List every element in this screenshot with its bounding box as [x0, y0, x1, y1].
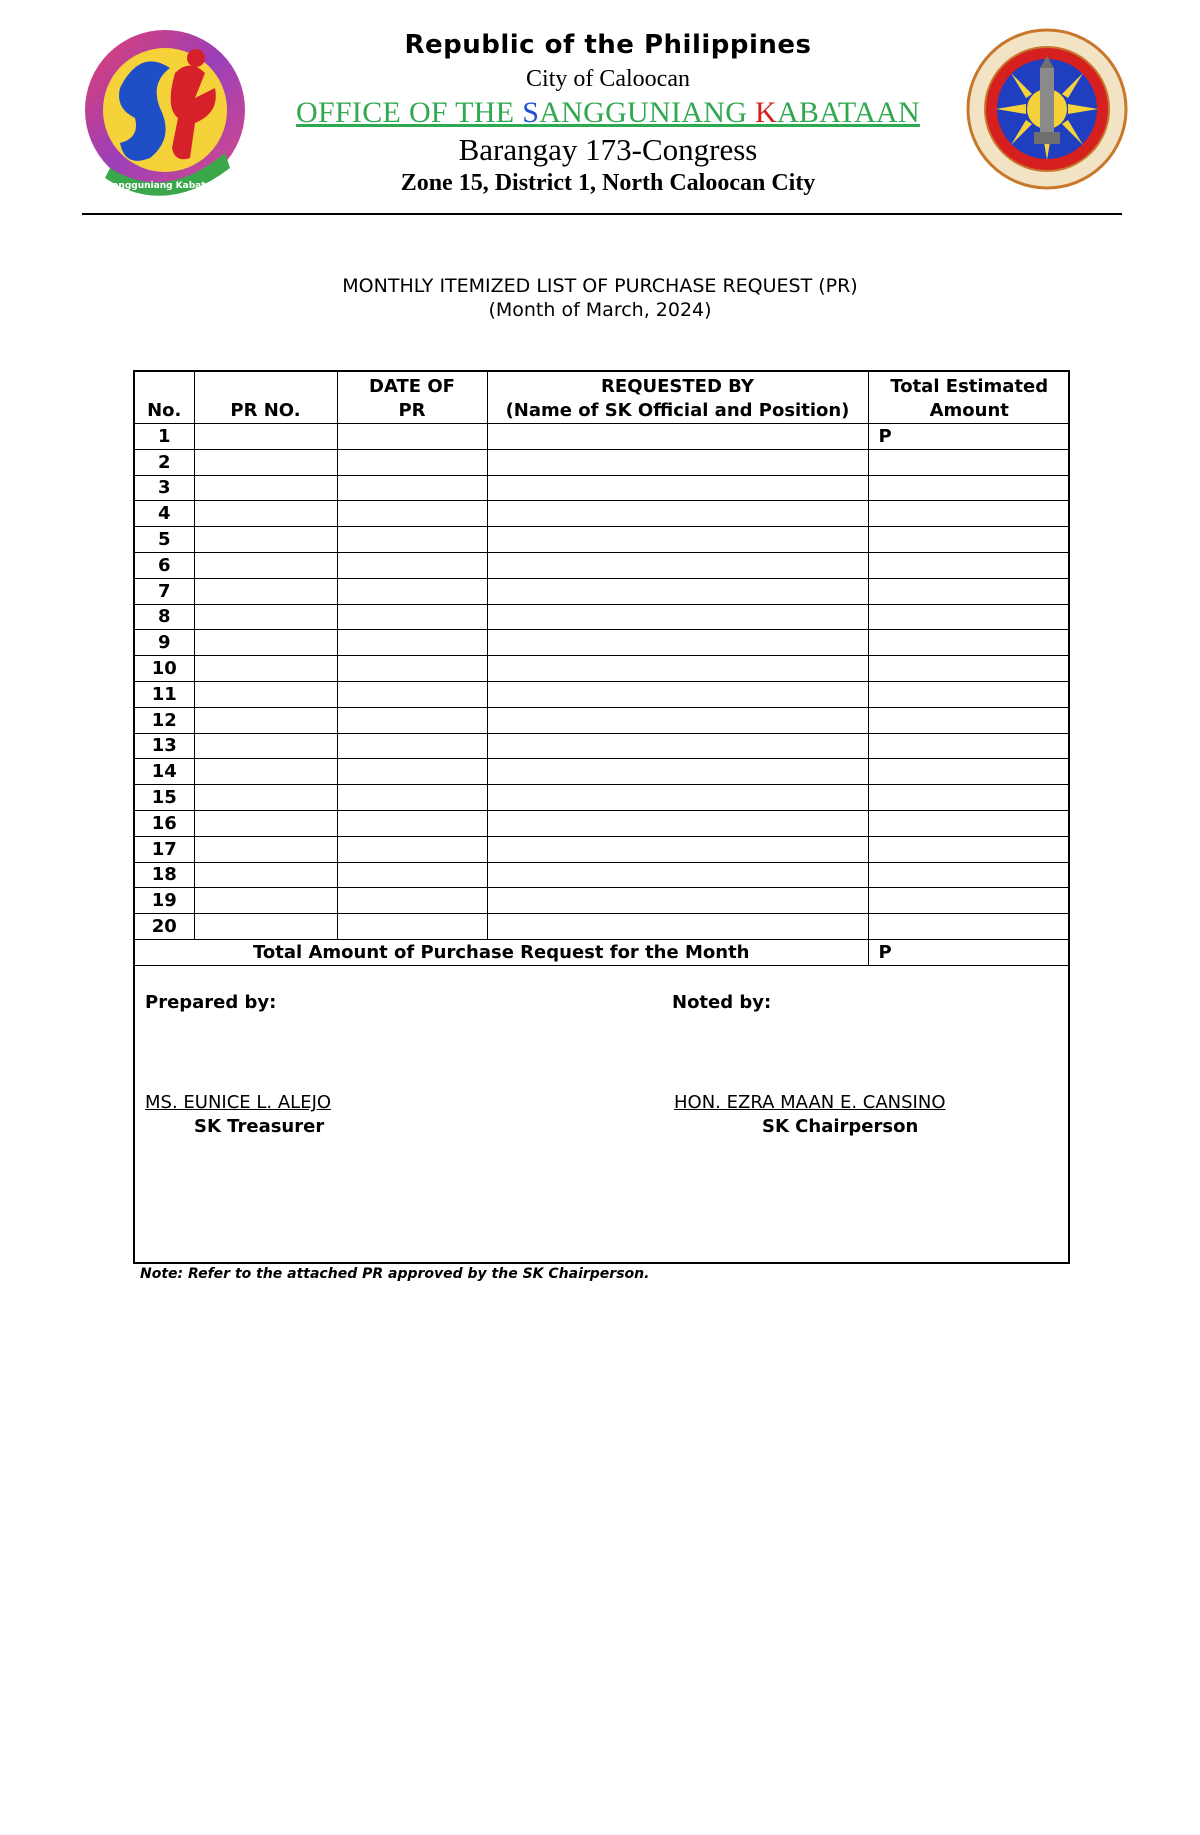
total-amount[interactable]: P: [868, 939, 1070, 965]
table-row: [135, 681, 1070, 707]
amount-cell[interactable]: [868, 501, 1070, 527]
row-number: 13: [135, 733, 194, 759]
table-row: [135, 862, 1070, 888]
date-cell[interactable]: [337, 759, 487, 785]
pr-no-cell[interactable]: [194, 578, 337, 604]
amount-cell[interactable]: [868, 475, 1070, 501]
date-cell[interactable]: [337, 604, 487, 630]
barangay-heading: Barangay 173-Congress: [458, 132, 758, 167]
letterhead: [0, 0, 1200, 220]
amount-cell[interactable]: [868, 785, 1070, 811]
date-cell[interactable]: [337, 707, 487, 733]
pr-no-cell[interactable]: [194, 707, 337, 733]
table-header-row: [135, 372, 1070, 424]
amount-cell[interactable]: [868, 914, 1070, 940]
date-cell[interactable]: [337, 862, 487, 888]
date-cell[interactable]: [337, 630, 487, 656]
table-row: [135, 475, 1070, 501]
noted-by-label: Noted by:: [672, 992, 772, 1013]
office-s-letter: S: [522, 96, 540, 129]
amount-cell[interactable]: [868, 836, 1070, 862]
document-subtitle: (Month of March, 2024): [488, 299, 712, 321]
date-cell[interactable]: [337, 785, 487, 811]
purchase-request-form: [133, 370, 1070, 1264]
pr-no-cell[interactable]: [194, 527, 337, 553]
office-k-letter: K: [754, 96, 777, 129]
pr-no-cell[interactable]: [194, 656, 337, 682]
pr-no-cell[interactable]: [194, 604, 337, 630]
row-number: 7: [135, 578, 194, 604]
requested-by-cell[interactable]: [487, 888, 868, 914]
row-number: 8: [135, 604, 194, 630]
date-cell[interactable]: [337, 552, 487, 578]
requested-by-cell[interactable]: [487, 810, 868, 836]
requested-by-cell[interactable]: [487, 707, 868, 733]
table-row: [135, 501, 1070, 527]
amount-cell[interactable]: [868, 630, 1070, 656]
pr-no-cell[interactable]: [194, 733, 337, 759]
table-row: [135, 630, 1070, 656]
prepared-by-position: SK Treasurer: [194, 1116, 325, 1137]
requested-by-cell[interactable]: [487, 578, 868, 604]
pr-no-cell[interactable]: [194, 914, 337, 940]
row-number: 16: [135, 810, 194, 836]
table-row: [135, 707, 1070, 733]
table-row: [135, 604, 1070, 630]
amount-cell[interactable]: [868, 656, 1070, 682]
pr-no-cell[interactable]: [194, 759, 337, 785]
prepared-by-label: Prepared by:: [145, 992, 277, 1013]
date-cell[interactable]: [337, 656, 487, 682]
table-row: [135, 810, 1070, 836]
amount-cell[interactable]: [868, 733, 1070, 759]
pr-no-cell[interactable]: [194, 475, 337, 501]
row-number: 1: [135, 424, 194, 450]
col-header-pr-no: PR NO.: [194, 372, 337, 424]
requested-by-cell[interactable]: [487, 914, 868, 940]
col-header-no: No.: [135, 372, 194, 424]
amount-cell[interactable]: [868, 707, 1070, 733]
pr-no-cell[interactable]: [194, 862, 337, 888]
country-heading: Republic of the Philippines: [404, 30, 812, 60]
row-number: 11: [135, 681, 194, 707]
table-row: [135, 759, 1070, 785]
row-number: 3: [135, 475, 194, 501]
date-cell[interactable]: [337, 578, 487, 604]
office-mid: ANGGUNIANG: [539, 96, 755, 129]
table-row: [135, 836, 1070, 862]
requested-by-cell[interactable]: [487, 681, 868, 707]
requested-by-cell[interactable]: [487, 449, 868, 475]
pr-no-cell[interactable]: [194, 785, 337, 811]
col-header-requested-by: REQUESTED BY (Name of SK Official and Position): [487, 372, 868, 424]
header-divider: [82, 213, 1122, 215]
row-number: 5: [135, 527, 194, 553]
prepared-by-name: MS. EUNICE L. ALEJO: [145, 1092, 332, 1113]
date-cell[interactable]: [337, 914, 487, 940]
requested-by-cell[interactable]: [487, 630, 868, 656]
requested-by-cell[interactable]: [487, 656, 868, 682]
row-number: 6: [135, 552, 194, 578]
amount-cell[interactable]: [868, 810, 1070, 836]
pr-no-cell[interactable]: [194, 810, 337, 836]
table-row: [135, 552, 1070, 578]
document-title: MONTHLY ITEMIZED LIST OF PURCHASE REQUEST (PR): [342, 275, 858, 297]
footnote: Note: Refer to the attached PR approved by the SK Chairperson.: [140, 1266, 650, 1282]
zone-heading: Zone 15, District 1, North Caloocan City: [400, 170, 816, 196]
pr-no-cell[interactable]: [194, 836, 337, 862]
pr-no-cell[interactable]: [194, 888, 337, 914]
city-heading: City of Caloocan: [526, 66, 690, 92]
table-body: [135, 424, 1070, 940]
requested-by-cell[interactable]: [487, 604, 868, 630]
requested-by-cell[interactable]: [487, 836, 868, 862]
row-number: 4: [135, 501, 194, 527]
amount-cell[interactable]: [868, 527, 1070, 553]
requested-by-cell[interactable]: [487, 785, 868, 811]
date-cell[interactable]: [337, 810, 487, 836]
row-number: 12: [135, 707, 194, 733]
row-number: 18: [135, 862, 194, 888]
row-number: 19: [135, 888, 194, 914]
pr-no-cell[interactable]: [194, 501, 337, 527]
row-number: 10: [135, 656, 194, 682]
pr-no-cell[interactable]: [194, 681, 337, 707]
total-row: [135, 939, 1070, 965]
requested-by-cell[interactable]: [487, 862, 868, 888]
office-suffix: ABATAAN: [776, 96, 920, 129]
date-cell[interactable]: [337, 888, 487, 914]
row-number: 14: [135, 759, 194, 785]
row-number: 9: [135, 630, 194, 656]
pr-no-cell[interactable]: [194, 424, 337, 450]
pr-no-cell[interactable]: [194, 552, 337, 578]
requested-by-cell[interactable]: [487, 733, 868, 759]
amount-cell[interactable]: [868, 552, 1070, 578]
amount-cell[interactable]: [868, 578, 1070, 604]
table-row: [135, 785, 1070, 811]
amount-cell[interactable]: [868, 449, 1070, 475]
row-number: 2: [135, 449, 194, 475]
amount-cell[interactable]: P: [868, 424, 1070, 450]
col-header-date: DATE OF PR: [337, 372, 487, 424]
table-row: [135, 914, 1070, 940]
purchase-request-table: [135, 372, 1070, 966]
noted-by-position: SK Chairperson: [762, 1116, 919, 1137]
requested-by-cell[interactable]: [487, 552, 868, 578]
date-cell[interactable]: [337, 681, 487, 707]
date-cell[interactable]: [337, 733, 487, 759]
requested-by-cell[interactable]: [487, 501, 868, 527]
amount-cell[interactable]: [868, 681, 1070, 707]
svg-text:Sangguniang Kabataan: Sangguniang Kabataan: [105, 181, 225, 191]
col-header-amount: Total Estimated Amount: [868, 372, 1070, 424]
noted-by-name: HON. EZRA MAAN E. CANSINO: [674, 1092, 946, 1113]
date-cell[interactable]: [337, 836, 487, 862]
amount-cell[interactable]: [868, 888, 1070, 914]
table-row: [135, 656, 1070, 682]
office-heading: [250, 96, 966, 130]
amount-cell[interactable]: [868, 604, 1070, 630]
row-number: 17: [135, 836, 194, 862]
date-cell[interactable]: [337, 449, 487, 475]
table-row: [135, 733, 1070, 759]
pr-no-cell[interactable]: [194, 449, 337, 475]
sk-logo: [80, 28, 250, 198]
total-label: Total Amount of Purchase Request for the Month: [135, 939, 868, 965]
table-row: [135, 527, 1070, 553]
requested-by-cell[interactable]: [487, 759, 868, 785]
table-row: [135, 424, 1070, 450]
date-cell[interactable]: [337, 475, 487, 501]
amount-cell[interactable]: [868, 862, 1070, 888]
office-prefix: OFFICE OF THE: [296, 96, 523, 129]
requested-by-cell[interactable]: [487, 424, 868, 450]
date-cell[interactable]: [337, 424, 487, 450]
pr-no-cell[interactable]: [194, 630, 337, 656]
requested-by-cell[interactable]: [487, 527, 868, 553]
table-row: [135, 578, 1070, 604]
date-cell[interactable]: [337, 501, 487, 527]
requested-by-cell[interactable]: [487, 475, 868, 501]
row-number: 15: [135, 785, 194, 811]
table-row: [135, 888, 1070, 914]
caloocan-seal: [966, 28, 1128, 190]
row-number: 20: [135, 914, 194, 940]
date-cell[interactable]: [337, 527, 487, 553]
table-row: [135, 449, 1070, 475]
amount-cell[interactable]: [868, 759, 1070, 785]
